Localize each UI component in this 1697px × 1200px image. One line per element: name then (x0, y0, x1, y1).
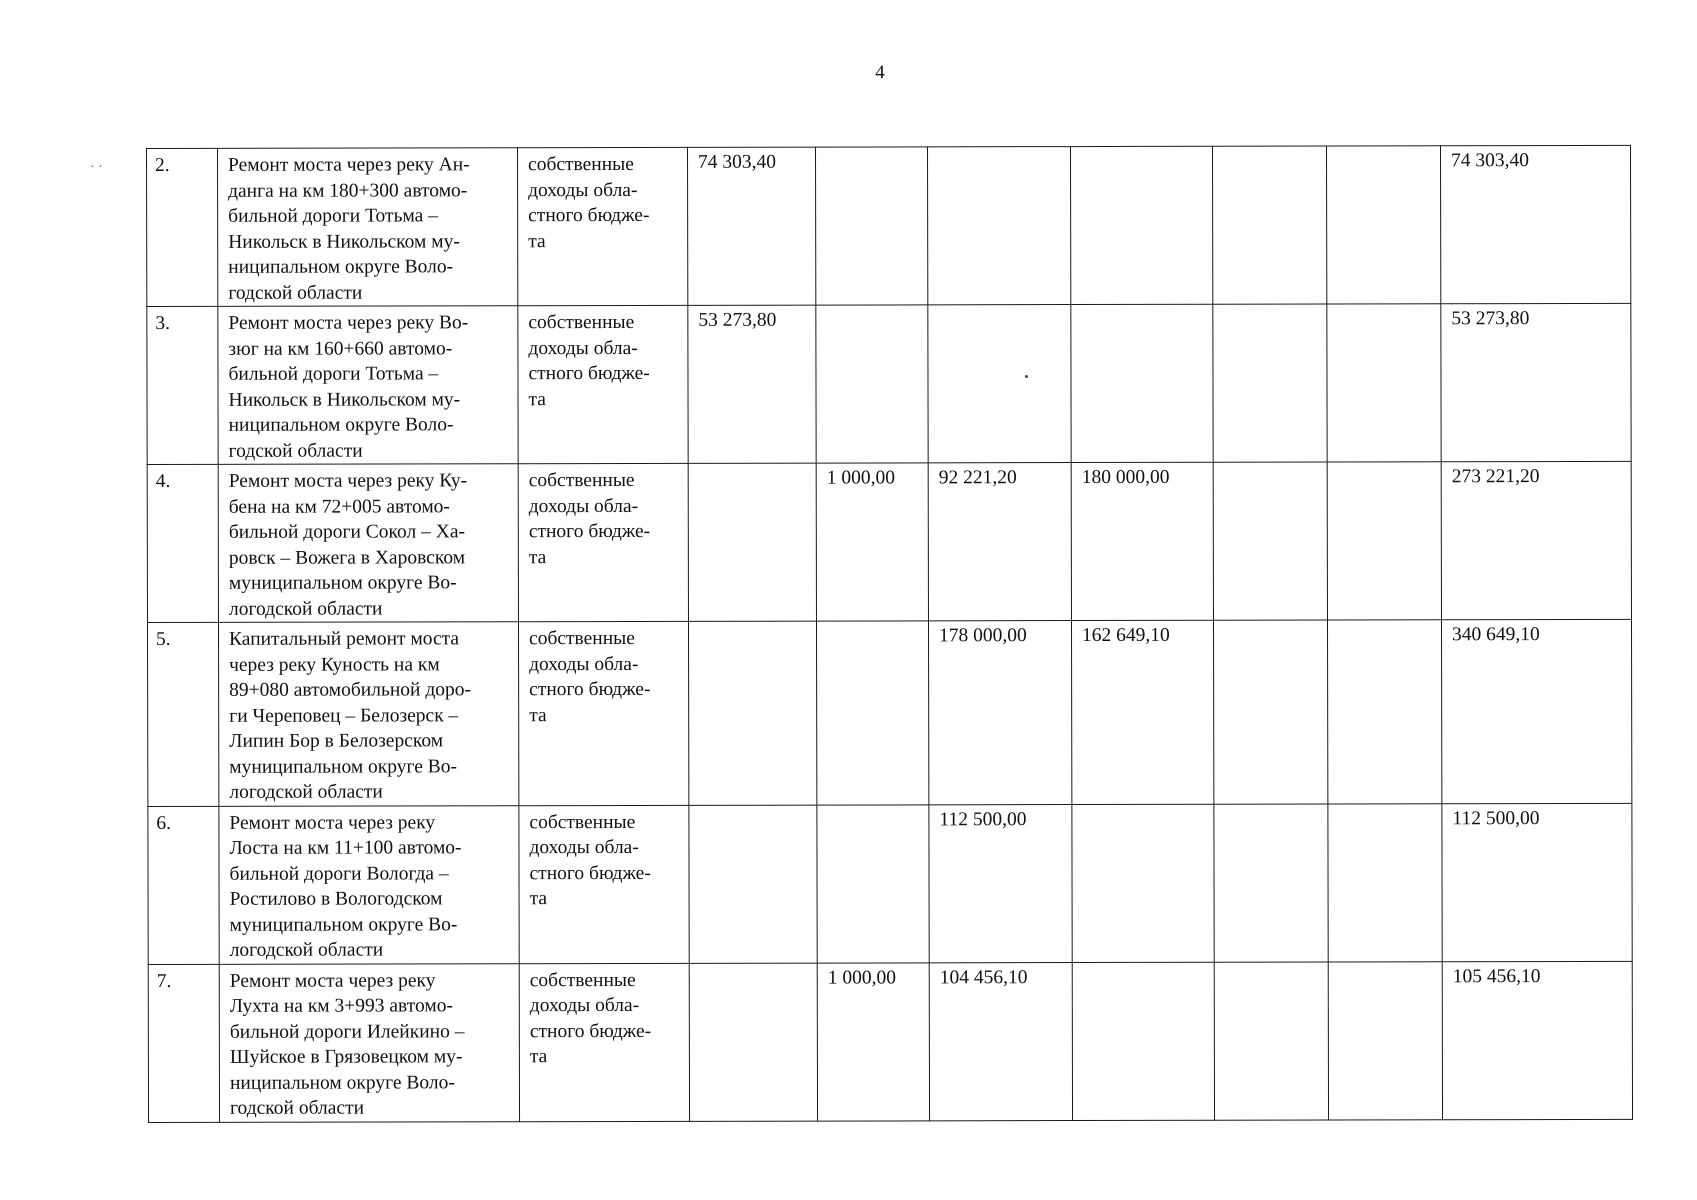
value-col-6 (1327, 304, 1441, 462)
total-value: 105 456,10 (1442, 961, 1632, 1119)
value-col-2 (816, 305, 928, 463)
table-row (147, 461, 1631, 622)
value-col-1 (688, 463, 816, 621)
value-col-1: 74 303,40 (687, 147, 815, 305)
value-col-4 (1072, 962, 1214, 1120)
page-number: 4 (875, 62, 885, 83)
row-number: 5. (147, 622, 218, 806)
value-col-2 (817, 804, 929, 962)
value-col-6 (1326, 146, 1440, 304)
value-col-2: 1 000,00 (817, 962, 929, 1120)
value-col-6 (1327, 462, 1441, 620)
total-value: 112 500,00 (1442, 803, 1632, 961)
table-row (148, 961, 1632, 1122)
object-name: Ремонт моста через реку Ан- данга на км 180+300 автомо- бильной дороги Тотьма – Никольск в Никольском му- ниципальном округе Воло- годской области (218, 148, 518, 307)
funding-source: собственные доходы обла- стного бюдже- та (518, 305, 688, 463)
table-row (148, 803, 1632, 964)
value-col-3: 178 000,00 (928, 621, 1071, 805)
value-col-4 (1070, 146, 1212, 304)
value-col-3: 92 221,20 (928, 463, 1071, 621)
value-col-5 (1213, 620, 1327, 804)
bridge-repair-table (146, 145, 1633, 1123)
value-col-2 (816, 621, 928, 805)
row-number: 4. (147, 464, 218, 622)
value-col-2 (815, 147, 927, 305)
value-col-4 (1071, 304, 1213, 462)
table-wrapper (146, 145, 1633, 1123)
object-name: Ремонт моста через реку Лухта на км 3+993 автомо- бильной дороги Илейкино – Шуйское в Грязовецком му- ниципальном округе Воло- годской области (219, 963, 519, 1122)
margin-mark: · · (90, 160, 103, 175)
table-row (147, 619, 1631, 806)
total-value: 74 303,40 (1440, 145, 1630, 303)
value-col-4: 180 000,00 (1071, 462, 1213, 620)
table-row (147, 303, 1631, 464)
value-col-5 (1213, 304, 1327, 462)
value-col-3 (927, 147, 1070, 305)
funding-source: собственные доходы обла- стного бюдже- та (518, 463, 688, 621)
object-name: Ремонт моста через реку Во- зюг на км 160+660 автомо- бильной дороги Тотьма – Никольск в Никольском му- ниципальном округе Воло- годской области (218, 306, 518, 465)
funding-source: собственные доходы обла- стного бюдже- та (518, 147, 688, 305)
value-col-2: 1 000,00 (816, 463, 928, 621)
value-col-3 (928, 305, 1071, 463)
value-col-4 (1072, 804, 1214, 962)
funding-source: собственные доходы обла- стного бюдже- та (518, 621, 688, 805)
value-col-6 (1328, 961, 1442, 1119)
value-col-5 (1214, 962, 1328, 1120)
value-col-3: 104 456,10 (929, 962, 1072, 1120)
object-name: Ремонт моста через реку Лоста на км 11+100 автомо- бильной дороги Вологда – Ростилово в Вологодском муниципальном округе Во- логодской области (219, 805, 519, 964)
value-col-5 (1212, 146, 1326, 304)
funding-source: собственные доходы обла- стного бюдже- та (519, 963, 689, 1121)
value-col-1 (688, 621, 816, 805)
value-col-6 (1327, 620, 1441, 804)
row-number: 7. (148, 964, 219, 1122)
object-name: Ремонт моста через реку Ку- бена на км 72+005 автомо- бильной дороги Сокол – Ха- ровск – Вожега в Харовском муниципальном округе Во- логодской области (218, 464, 518, 623)
value-col-1 (689, 805, 817, 963)
row-number: 3. (147, 306, 218, 464)
value-col-6 (1328, 803, 1442, 961)
value-col-4: 162 649,10 (1071, 620, 1213, 804)
value-col-1 (689, 963, 817, 1121)
object-name: Капитальный ремонт моста через реку Куность на км 89+080 автомобильной доро- ги Череповец – Белозерск – Липин Бор в Белозерском муниципальном округе Во- логодской области (218, 622, 518, 806)
row-number: 2. (147, 148, 218, 306)
value-col-5 (1214, 804, 1328, 962)
table-row (147, 145, 1631, 306)
value-col-3: 112 500,00 (929, 804, 1072, 962)
funding-source: собственные доходы обла- стного бюдже- та (519, 805, 689, 963)
total-value: 340 649,10 (1441, 619, 1631, 803)
value-col-1: 53 273,80 (688, 305, 816, 463)
total-value: 53 273,80 (1441, 303, 1631, 461)
value-col-5 (1213, 462, 1327, 620)
row-number: 6. (148, 806, 219, 964)
total-value: 273 221,20 (1441, 461, 1631, 619)
